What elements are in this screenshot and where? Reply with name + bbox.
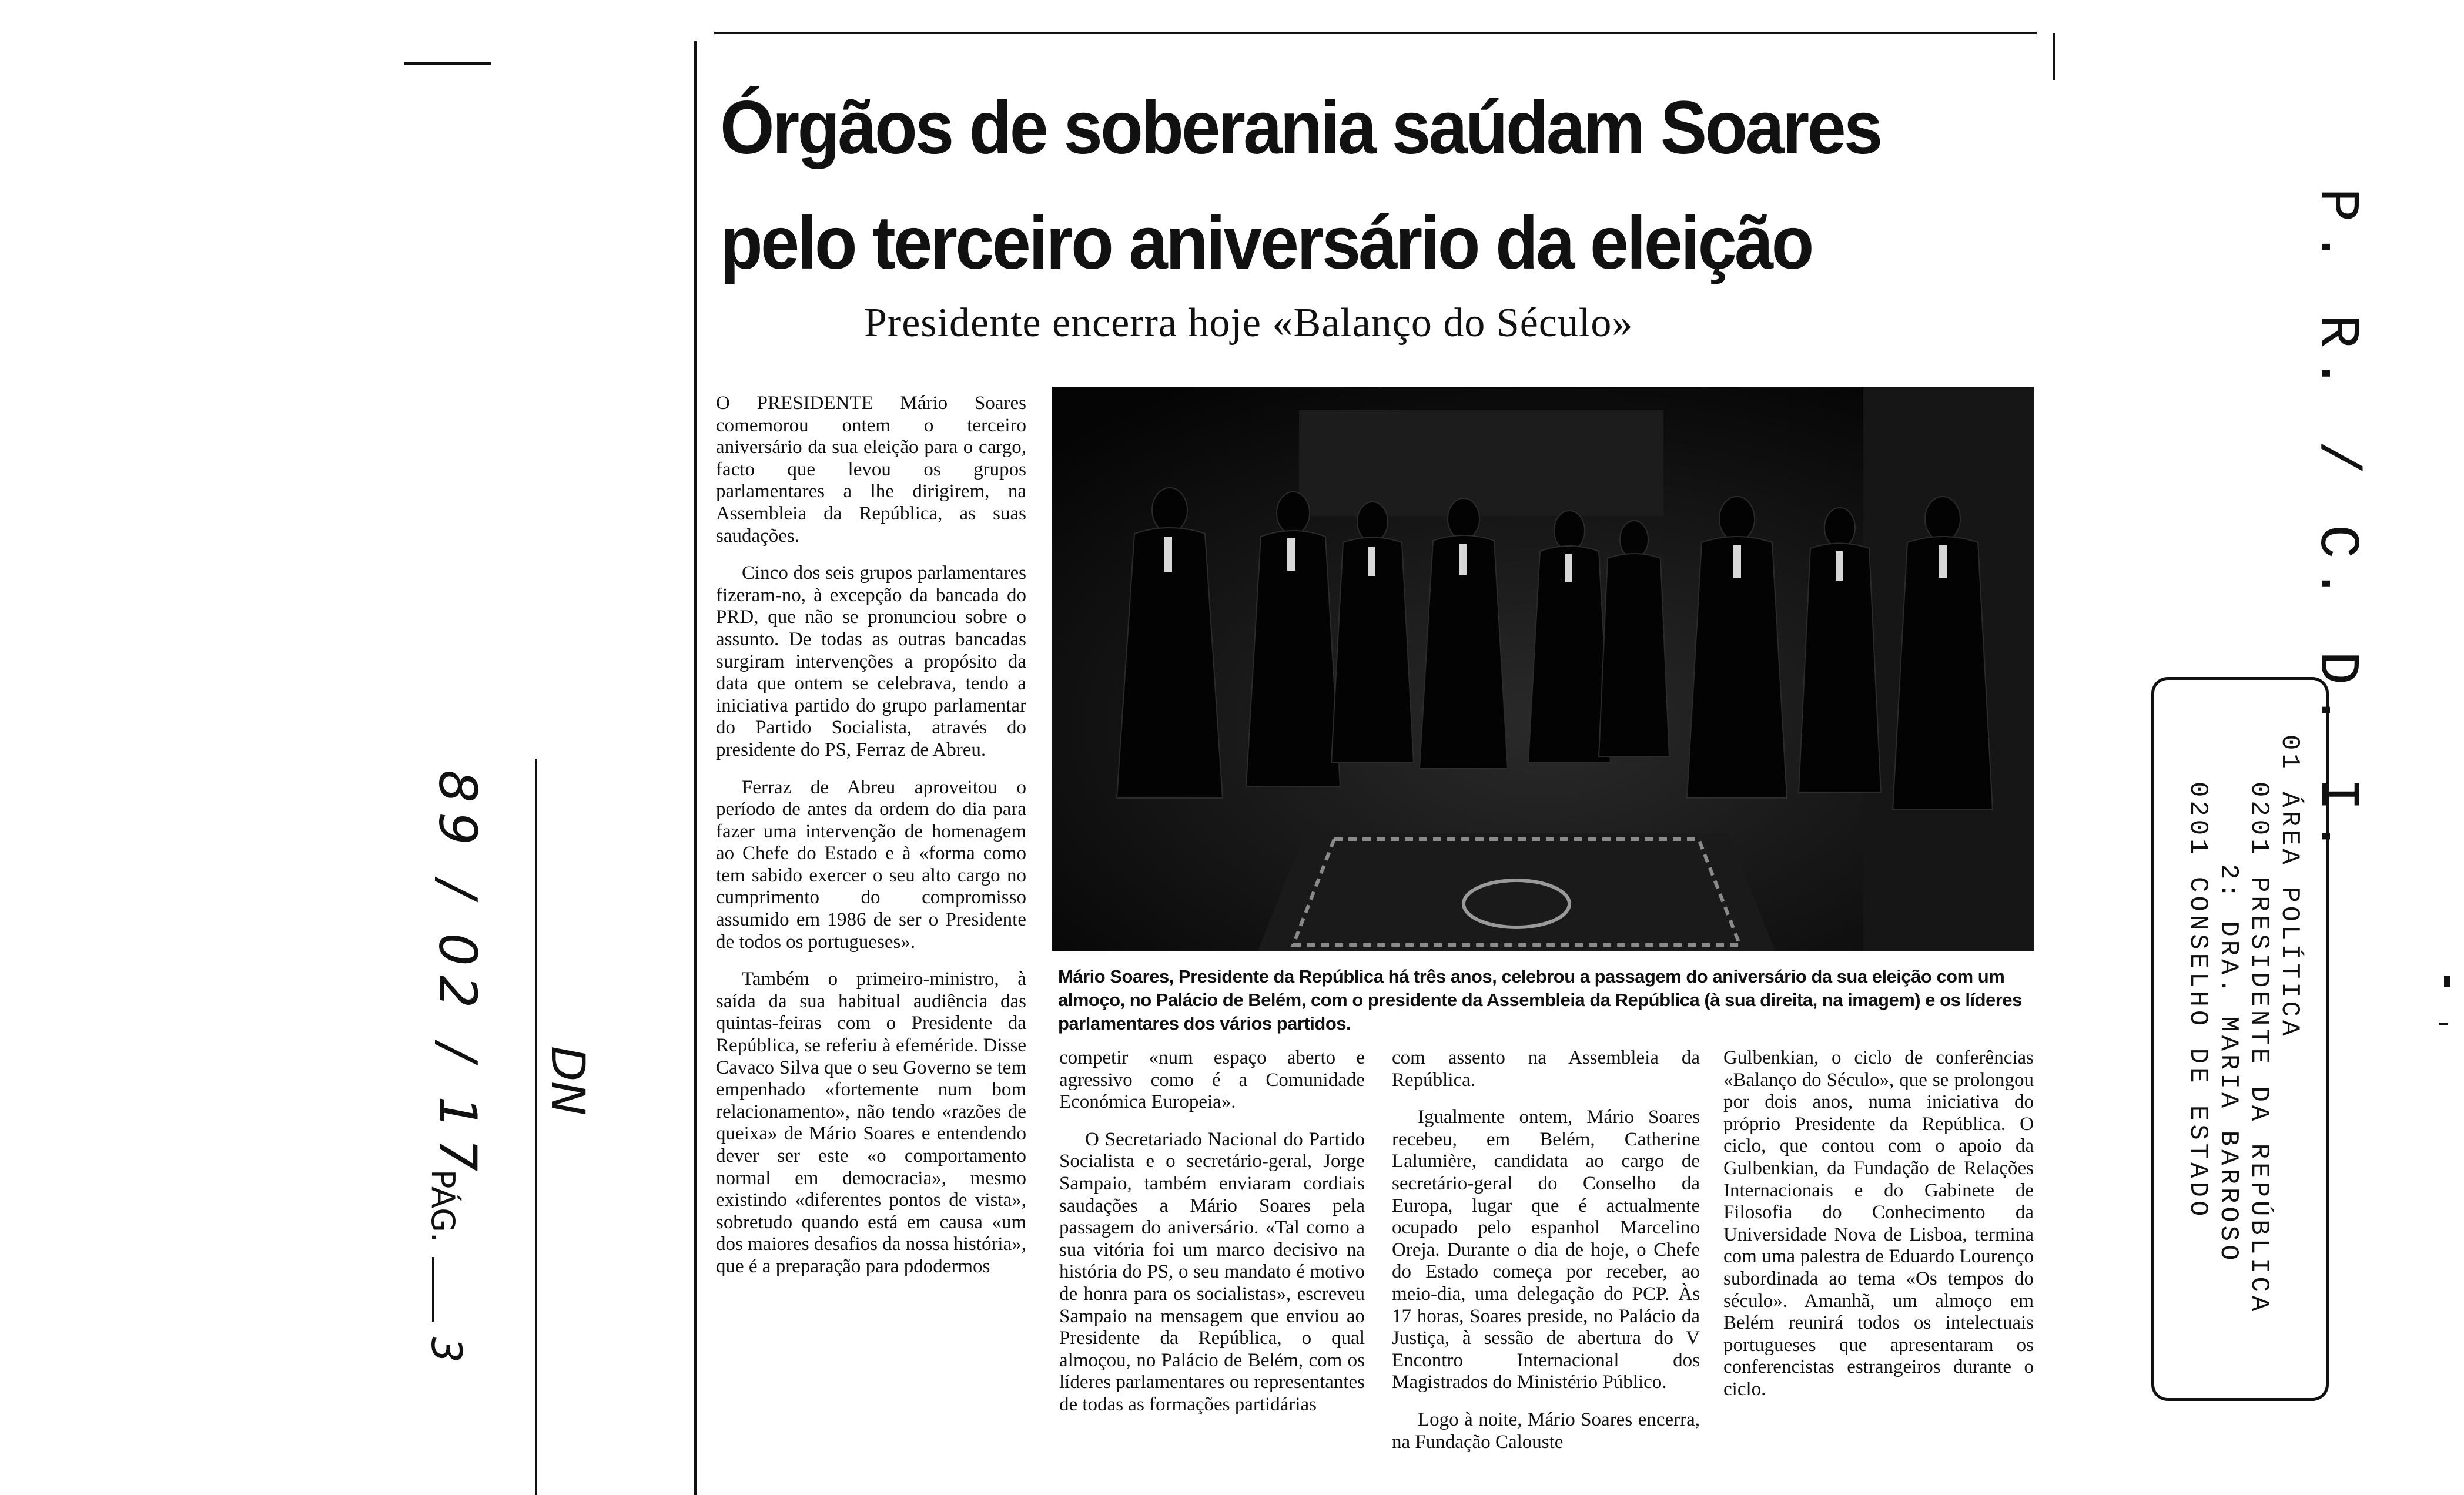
stamp-page-number: 3	[422, 1336, 470, 1363]
paragraph: com assento na Assembleia da República.	[1392, 1047, 1700, 1091]
top-left-rule	[404, 62, 491, 65]
headline-line-2: pelo terceiro aniversário da eleição	[720, 201, 1812, 285]
stamp-rule	[535, 759, 537, 1495]
photo-image	[1052, 387, 2034, 951]
article-column-2	[1059, 1047, 1365, 1432]
paragraph: Cinco dos seis grupos parlamentares fizeram-no, à excepção da bancada do PRD, que não se pronunciou sobre o assunto. De todas as outras bancadas surgiram intervenções a propósito da data que ontem se celebrava, tendo a iniciativa partido do grupo parlamentar do Partido Socialista, através do presidente do PS, Ferraz de Abreu.	[716, 562, 1026, 760]
stamp-page-label: PÁG.	[424, 1169, 461, 1243]
paragraph: Logo à noite, Mário Soares encerra, na Fundação Calouste	[1392, 1409, 1700, 1453]
paragraph: O PRESIDENTE Mário Soares comemorou ontem o terceiro aniversário da sua eleição para o cargo, facto que levou os grupos parlamentares a lhe dirigirem, na Assembleia da República, as suas saudações.	[716, 393, 1026, 547]
news-photo	[1052, 387, 2034, 951]
paragraph: Gulbenkian, o ciclo de conferências «Balanço do Século», que se prolongou por dois anos, numa iniciativa do próprio Presidente da República. O ciclo, que contou com o apoio da Gulbenkian, da Fundação de Relações Internacionais e do Gabinete de Filosofia do Conhecimento da Universidade Nova de Lisboa, termina com uma palestra de Eduardo Lourenço subordinada ao tema «Os tempos do século». Amanhã, um almoço em Belém reunirá todos os intelectuais portugueses que apresentaram os conferencistas estrangeiros durante o ciclo.	[1723, 1047, 2034, 1400]
margin-mark	[2444, 976, 2450, 987]
archive-label-line-1: 01 ÁREA POLÍTICA	[2275, 735, 2304, 1040]
stamp-page-rule	[432, 1257, 434, 1322]
stamp-page	[422, 1169, 470, 1363]
headline	[720, 71, 1923, 301]
right-edge-rule	[2053, 33, 2055, 80]
paragraph: Igualmente ontem, Mário Soares recebeu, em Belém, Catherine Lalumière, candidata ao cargo de secretário-geral do Conselho da Europa, lugar que é actualmente ocupado pelo espanhol Marcelino Oreja. Durante o dia de hoje, o Chefe do Estado começa por receber, ao meio-dia, uma delegação do PCP. Às 17 horas, Soares preside, no Palácio da Justiça, à sessão de abertura do V Encontro Internacional dos Magistrados do Ministério Público.	[1392, 1107, 1700, 1393]
paragraph: competir «num espaço aberto e agressivo como é a Comunidade Económica Europeia».	[1059, 1047, 1365, 1113]
subtitle: Presidente encerra hoje «Balanço do Século»	[864, 300, 1633, 346]
headline-line-1: Órgãos de soberania saúdam Soares	[720, 86, 1881, 170]
archive-label-line-4: 0201 CONSELHO DE ESTADO	[2183, 782, 2212, 1220]
archive-label-line-2: 0201 PRESIDENTE DA REPÚBLICA	[2244, 782, 2274, 1315]
stamp-date: 89 / 02 / 17	[427, 770, 488, 1181]
photo-caption: Mário Soares, Presidente da República há três anos, celebrou a passagem do aniversário da sua eleição com um almoço, no Palácio de Belém, com o presidente da Assembleia da República (à sua direita, na imagem) e os líderes parlamentares dos vários partidos.	[1058, 966, 2022, 1034]
paragraph: O Secretariado Nacional do Partido Socialista e o secretário-geral, Jorge Sampaio, também enviaram cordiais saudações a Mário Soares pela passagem do aniversário. «Tal como a sua vitória foi um marco decisivo na história do PS, o seu mandato é motivo de honra para os socialistas», escreveu Sampaio na mensagem que enviou ao Presidente da República, o qual almoçou, no Palácio de Belém, com os líderes parlamentares ou representantes de todas as formações partidárias	[1059, 1128, 1365, 1415]
article-column-1	[716, 393, 1026, 1293]
margin-mark	[2439, 1023, 2448, 1025]
paragraph: Ferraz de Abreu aproveitou o período de antes da ordem do dia para fazer uma intervenção de homenagem ao Chefe do Estado e à «forma como tem sabido exercer o seu alto cargo no cumprimento do compromisso assumido em 1986 de ser o Presidente de todos os portugueses».	[716, 776, 1026, 953]
article-column-3	[1392, 1047, 1700, 1469]
stamp-source: DN	[541, 1046, 594, 1116]
left-edge-rule	[694, 41, 697, 1495]
article-column-4	[1723, 1047, 2034, 1416]
archive-heading: P. R. / C. D. I.	[2305, 188, 2369, 862]
top-rule	[714, 32, 2037, 34]
archive-label-line-3: 2: DRA. MARIA BARROSO	[2214, 864, 2243, 1264]
paragraph: Também o primeiro-ministro, à saída da sua habitual audiência das quintas-feiras com o Presidente da República, se referiu à efeméride. Disse Cavaco Silva que o seu Governo se tem empenhado «fortemente num bom relacionamento», não tendo «razões de queixa» de Mário Soares e entendendo dever ser este «o comportamento normal em democracia», mesmo existindo «diferentes pontos de vista», sobretudo quando está em causa «um dos maiores desafios da nossa história», que é a preparação para pdodermos	[716, 968, 1026, 1277]
